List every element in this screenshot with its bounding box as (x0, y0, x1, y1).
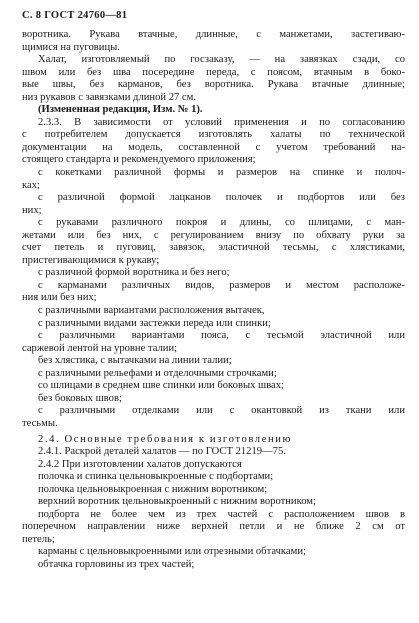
text-line: счет петель и пуговиц, завязок, эластичной тесьмы, с хлястиками, (22, 242, 405, 254)
text-line: 2.3.3. В зависимости от условий применения и по согласованию (38, 116, 405, 128)
text-line: пристегивающимися к рукаву; (22, 254, 160, 266)
text-line: полочка и спинка цельновыкроенные с подбортами; (38, 471, 274, 483)
text-line: Халат, изготовляемый по госзаказу, — на завязках сзади, со (38, 54, 405, 66)
text-line: ках; (22, 179, 40, 191)
text-line: воротника. Рукава втачные, длинные, с манжетами, застегиваю- (22, 29, 405, 40)
text-line: саржевой лентой на уровне талии; (22, 342, 178, 354)
text-line: петель; (22, 533, 55, 545)
text-line: щимися на пуговицы. (22, 41, 120, 53)
text-line: с различной формой лацканов полочек и подбортов или без (38, 192, 405, 204)
text-line: без хлястика, с вытачками на линии талии; (38, 355, 232, 367)
text-line: полочка цельновыкроенная с нижним воротником; (38, 483, 268, 495)
page-header: С. 8 ГОСТ 24760—81 (22, 10, 128, 21)
text-line: вые швы, без карманов, без воротника. Рукава втачные длинные; (22, 79, 405, 91)
text-line: с различными отделками или с окантовкой из ткани или (38, 405, 405, 417)
text-line: с карманами различных видов, размеров и местом расположе- (38, 279, 405, 291)
text-line: с различными вариантами пояса, с тесьмой эластичной или (38, 330, 405, 342)
text-line: обтачка горловины из трех частей; (38, 558, 195, 570)
text-line: с рукавами различного покроя и длины, со шлицами, с ман- (38, 217, 405, 229)
text-line: с различными рельефами и отделочными строчками; (38, 367, 277, 379)
text-line: подборта не более чем из трех частей с расположением швов в (38, 508, 405, 520)
text-line: со шлицами в среднем шве спинки или боковых швах; (38, 380, 284, 392)
text-line: ния или без них; (22, 292, 97, 304)
text-line: с различными видами застежки переда или спинки; (38, 317, 271, 329)
text-line: низ рукавов с завязками длиной 27 см. (22, 91, 196, 103)
text-line: них; (22, 204, 42, 216)
text-line: жетами или без них, с регулированием внизу по обхвату руки за (22, 229, 405, 241)
text-line: поперечном направлении ниже верхней петли и не ближе 2 см от (22, 521, 405, 533)
text-line: с потребителем допускается изготовлять халаты по технической (22, 129, 405, 141)
text-line: швом или без шва посередине переда, с поясом, втачным в боко- (22, 66, 405, 78)
text-line: 2.4.2 При изготовлении халатов допускаются (38, 458, 242, 470)
text-line: карманы с цельновыкроенными или отрезными обтачками; (38, 546, 306, 558)
text-line: 2.4.1. Раскрой деталей халатов — по ГОСТ 21219—75. (38, 446, 286, 458)
text-line: тесьмы. (22, 417, 58, 429)
text-line: (Измененная редакция, Изм. № 1). (38, 104, 203, 116)
document-body (22, 29, 405, 572)
text-line: с различными вариантами расположения вытачек, (38, 305, 265, 317)
text-line: с кокетками различной формы и размеров на спинке и полоч- (38, 167, 405, 179)
text-line: стоящего стандарта и рекомендуемого приложения; (22, 154, 256, 166)
text-line: верхний воротник цельновыкроенный с нижним воротником; (38, 496, 316, 508)
text-line: документации на модель, составленной с учетом требований на- (22, 141, 405, 153)
text-line: без боковых швов; (38, 392, 122, 404)
text-line: 2.4. Основные требования к изготовлению (38, 433, 293, 445)
text-line: с различной формой воротника и без него; (38, 267, 230, 279)
